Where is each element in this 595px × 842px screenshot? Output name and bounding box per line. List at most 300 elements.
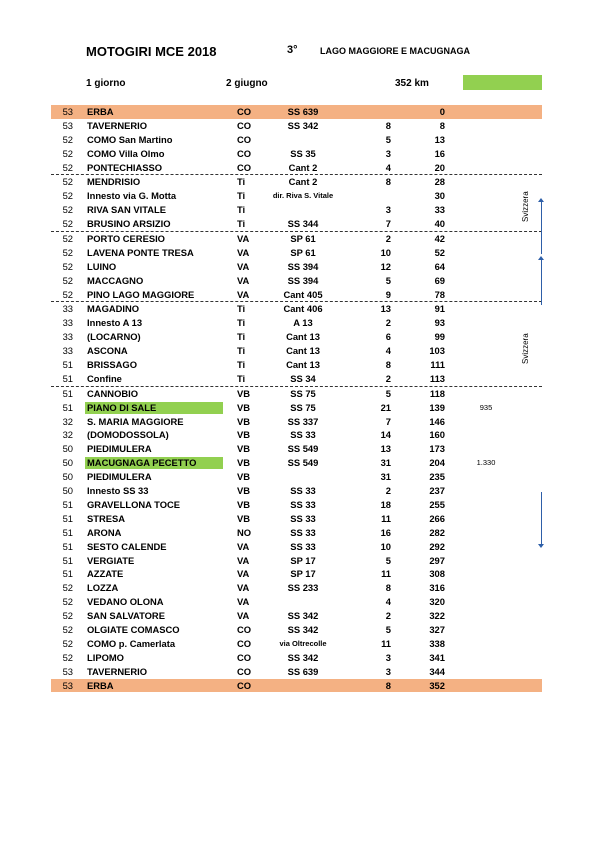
speed-cell: 52 [62, 246, 73, 258]
province-cell: CO [237, 161, 252, 173]
speed-cell: 52 [62, 176, 73, 188]
speed-cell: 33 [62, 303, 73, 315]
place-cell: VEDANO OLONA [87, 596, 164, 608]
total-km-cell: 139 [429, 401, 445, 413]
partial-km-cell: 4 [385, 161, 391, 173]
road-cell: Cant 13 [286, 331, 320, 343]
place-cell: VERGIATE [87, 554, 135, 566]
speed-cell: 52 [62, 190, 73, 202]
place-cell: PINO LAGO MAGGIORE [87, 288, 195, 300]
province-cell: VB [237, 401, 251, 413]
partial-km-cell: 31 [380, 457, 391, 469]
road-cell: SS 75 [290, 401, 316, 413]
table-row [51, 288, 542, 302]
partial-km-cell: 5 [385, 623, 391, 635]
province-cell: CO [237, 147, 252, 159]
document-title: MOTOGIRI MCE 2018 [86, 44, 217, 59]
partial-km-cell: 3 [385, 204, 391, 216]
table-row [51, 246, 542, 260]
partial-km-cell: 10 [380, 540, 391, 552]
table-row [51, 301, 542, 316]
partial-km-cell: 11 [381, 568, 391, 580]
partial-km-cell: 11 [381, 512, 391, 524]
partial-km-cell: 4 [385, 596, 391, 608]
total-km-cell: 0 [439, 106, 445, 117]
place-cell: COMO Villa Olmo [87, 147, 165, 159]
place-cell: LAVENA PONTE TRESA [87, 246, 194, 258]
road-cell: dir. Riva S. Vitale [272, 191, 334, 201]
table-row [51, 415, 542, 429]
province-cell: VA [237, 288, 250, 300]
road-cell: Cant 2 [288, 161, 318, 173]
date-label: 2 giugno [226, 78, 268, 89]
table-row [51, 274, 542, 288]
road-cell: SP 17 [290, 568, 316, 580]
table-row [51, 147, 542, 161]
partial-km-cell: 10 [380, 246, 391, 258]
place-cell: TAVERNERIO [87, 119, 148, 131]
total-km-cell: 40 [434, 218, 445, 230]
table-row [51, 105, 542, 119]
partial-km-cell: 5 [385, 274, 391, 286]
total-km-cell: 28 [434, 176, 445, 188]
partial-km-cell: 8 [385, 679, 391, 691]
province-cell: Ti [237, 218, 246, 230]
place-cell: PORTO CERESIO [87, 233, 165, 245]
place-cell: S. MARIA MAGGIORE [87, 415, 184, 427]
province-cell: Ti [237, 317, 246, 329]
arrow-down-icon [538, 544, 544, 548]
table-row [51, 161, 542, 175]
total-km-cell: 160 [429, 429, 445, 441]
total-km-cell: 204 [429, 457, 445, 469]
total-km-cell: 173 [429, 443, 445, 455]
table-row [51, 623, 542, 637]
partial-km-cell: 6 [385, 331, 391, 343]
total-km-cell: 320 [429, 596, 445, 608]
altitude-cell: 935 [479, 402, 493, 412]
speed-cell: 52 [62, 204, 73, 216]
province-cell: Ti [237, 176, 246, 188]
speed-cell: 50 [62, 485, 73, 497]
total-km-cell: 282 [429, 526, 445, 538]
total-km-cell: 237 [429, 485, 445, 497]
table-row [51, 512, 542, 526]
table-row [51, 330, 542, 344]
table-row [51, 540, 542, 554]
road-cell: Cant 406 [283, 303, 323, 315]
table-row [51, 567, 542, 581]
place-cell: LIPOMO [87, 651, 124, 663]
speed-cell: 50 [62, 471, 73, 483]
speed-cell: 32 [62, 429, 73, 441]
partial-km-cell: 14 [380, 429, 391, 441]
total-km-cell: 113 [429, 372, 445, 384]
total-km-cell: 111 [430, 359, 445, 371]
road-cell: SS 233 [287, 582, 319, 594]
road-cell: via Oltrecolle [279, 638, 327, 648]
speed-cell: 52 [62, 133, 73, 145]
speed-cell: 50 [62, 443, 73, 455]
table-row [51, 401, 542, 415]
province-cell: Ti [237, 190, 246, 202]
table-row [51, 442, 542, 456]
road-cell: SS 394 [287, 274, 319, 286]
province-cell: VA [237, 274, 250, 286]
partial-km-cell: 8 [385, 119, 391, 131]
place-cell: BRISSAGO [87, 359, 138, 371]
speed-cell: 52 [62, 623, 73, 635]
road-cell: SS 639 [287, 106, 319, 117]
province-cell: VA [237, 246, 250, 258]
table-row [51, 651, 542, 665]
road-cell: SS 639 [287, 665, 319, 677]
total-km-cell: 103 [429, 345, 445, 357]
road-cell: SP 61 [290, 233, 316, 245]
table-row [51, 456, 542, 470]
place-cell: TAVERNERIO [87, 665, 148, 677]
total-km-cell: 8 [439, 119, 445, 131]
province-cell: VA [237, 554, 250, 566]
partial-km-cell: 8 [385, 582, 391, 594]
partial-km-cell: 7 [385, 415, 391, 427]
speed-cell: 52 [62, 582, 73, 594]
total-km-cell: 316 [429, 582, 445, 594]
place-cell: Innesto via G. Motta [87, 190, 177, 202]
province-cell: CO [237, 665, 252, 677]
place-cell: Confine [87, 372, 122, 384]
partial-km-cell: 13 [380, 443, 391, 455]
total-km-cell: 69 [434, 274, 445, 286]
total-km-cell: 91 [434, 303, 445, 315]
total-km-cell: 13 [434, 133, 445, 145]
table-row [51, 358, 542, 372]
table-row [51, 554, 542, 568]
road-cell: SP 17 [290, 554, 316, 566]
total-km-cell: 99 [434, 331, 445, 343]
place-cell: SESTO CALENDE [87, 540, 167, 552]
total-km-cell: 42 [434, 233, 445, 245]
road-cell: SS 33 [290, 540, 316, 552]
partial-km-cell: 18 [380, 498, 391, 510]
speed-cell: 53 [62, 679, 73, 691]
total-km-cell: 322 [429, 610, 445, 622]
total-km-cell: 20 [434, 161, 445, 173]
header-green-swatch [463, 75, 542, 90]
total-km-cell: 146 [429, 415, 445, 427]
total-km-cell: 266 [429, 512, 445, 524]
place-cell: AZZATE [87, 568, 124, 580]
road-cell: SS 342 [287, 610, 319, 622]
total-km-cell: 93 [434, 317, 445, 329]
total-km-cell: 297 [429, 554, 445, 566]
place-cell: SAN SALVATORE [87, 610, 165, 622]
province-cell: Ti [237, 372, 246, 384]
partial-km-cell: 7 [385, 218, 391, 230]
road-cell: SS 342 [287, 119, 319, 131]
speed-cell: 52 [62, 161, 73, 173]
province-cell: VA [237, 568, 250, 580]
table-row [51, 526, 542, 540]
speed-cell: 51 [62, 554, 73, 566]
total-km-cell: 255 [429, 498, 445, 510]
speed-cell: 50 [62, 457, 73, 469]
province-cell: CO [237, 133, 252, 145]
road-cell: SS 337 [287, 415, 319, 427]
table-row [51, 119, 542, 133]
partial-km-cell: 3 [385, 665, 391, 677]
speed-cell: 52 [62, 147, 73, 159]
speed-cell: 51 [62, 568, 73, 580]
total-km-cell: 338 [429, 637, 445, 649]
province-cell: VB [237, 429, 251, 441]
partial-km-cell: 2 [385, 610, 391, 622]
speed-cell: 51 [62, 401, 73, 413]
total-km-cell: 64 [434, 260, 445, 272]
province-cell: CO [237, 623, 252, 635]
table-row [51, 484, 542, 498]
road-cell: SP 61 [290, 246, 316, 258]
place-cell: RIVA SAN VITALE [87, 204, 166, 216]
speed-cell: 51 [62, 498, 73, 510]
road-cell: SS 33 [290, 498, 316, 510]
province-cell: VA [237, 540, 250, 552]
table-row [51, 679, 542, 693]
total-km-cell: 308 [429, 568, 445, 580]
speed-cell: 53 [62, 106, 73, 117]
place-cell: Innesto SS 33 [87, 485, 149, 497]
place-cell: OLGIATE COMASCO [87, 623, 180, 635]
table-row [51, 344, 542, 358]
province-cell: VA [237, 260, 250, 272]
partial-km-cell: 2 [385, 233, 391, 245]
place-cell: (DOMODOSSOLA) [87, 429, 169, 441]
total-km-cell: 292 [429, 540, 445, 552]
bracket-line [541, 260, 542, 305]
province-cell: VB [237, 457, 251, 469]
province-cell: VA [237, 233, 250, 245]
side-label-svizzera-1: Svizzera [521, 191, 530, 222]
table-row [51, 470, 542, 484]
partial-km-cell: 13 [380, 303, 391, 315]
partial-km-cell: 3 [385, 147, 391, 159]
speed-cell: 52 [62, 233, 73, 245]
road-cell: Cant 13 [286, 345, 320, 357]
bracket-line [541, 492, 542, 544]
place-cell: ERBA [87, 106, 114, 117]
place-cell: MAGADINO [87, 303, 140, 315]
province-cell: VB [237, 471, 251, 483]
road-cell: SS 394 [287, 260, 319, 272]
road-cell: SS 344 [287, 218, 319, 230]
province-cell: Ti [237, 345, 246, 357]
province-cell: CO [237, 679, 252, 691]
partial-km-cell: 16 [380, 526, 391, 538]
road-cell: SS 549 [287, 457, 319, 469]
road-cell: Cant 13 [286, 359, 320, 371]
partial-km-cell: 5 [385, 554, 391, 566]
table-row [51, 203, 542, 217]
partial-km-cell: 3 [385, 651, 391, 663]
place-cell: STRESA [87, 512, 126, 524]
place-cell: BRUSINO ARSIZIO [87, 218, 171, 230]
total-km-cell: 341 [429, 651, 445, 663]
speed-cell: 52 [62, 288, 73, 300]
place-cell: Innesto A 13 [87, 317, 143, 329]
bracket-line [541, 202, 542, 254]
place-cell: LOZZA [87, 582, 119, 594]
partial-km-cell: 2 [385, 317, 391, 329]
total-km-cell: 352 [429, 679, 445, 691]
table-row [51, 217, 542, 231]
province-cell: Ti [237, 303, 246, 315]
road-cell: SS 549 [287, 443, 319, 455]
province-cell: VB [237, 415, 251, 427]
speed-cell: 52 [62, 274, 73, 286]
tour-number: 3° [287, 44, 298, 56]
partial-km-cell: 21 [380, 401, 391, 413]
partial-km-cell: 2 [385, 372, 391, 384]
province-cell: Ti [237, 204, 246, 216]
partial-km-cell: 8 [385, 359, 391, 371]
total-km-cell: 30 [434, 190, 445, 202]
place-cell: COMO p. Camerlata [87, 637, 176, 649]
partial-km-cell: 8 [385, 176, 391, 188]
table-row [51, 665, 542, 679]
place-cell: ERBA [87, 679, 114, 691]
itinerary-table [51, 105, 542, 692]
table-row [51, 595, 542, 609]
province-cell: CO [237, 119, 252, 131]
speed-cell: 51 [62, 387, 73, 399]
road-cell: SS 33 [290, 512, 316, 524]
road-cell: SS 33 [290, 526, 316, 538]
road-cell: SS 35 [290, 147, 316, 159]
road-cell: SS 33 [290, 485, 316, 497]
place-cell: CANNOBIO [87, 387, 139, 399]
total-km-cell: 78 [434, 288, 445, 300]
partial-km-cell: 4 [385, 345, 391, 357]
province-cell: VA [237, 596, 250, 608]
speed-cell: 33 [62, 345, 73, 357]
table-row [51, 189, 542, 203]
table-row [51, 637, 542, 651]
place-cell: ASCONA [87, 345, 128, 357]
table-row [51, 316, 542, 330]
province-cell: VA [237, 582, 250, 594]
road-cell: A 13 [293, 317, 313, 329]
partial-km-cell: 2 [385, 485, 391, 497]
speed-cell: 32 [62, 415, 73, 427]
place-cell: (LOCARNO) [87, 331, 141, 343]
total-km-cell: 118 [429, 387, 445, 399]
altitude-cell: 1.330 [476, 458, 496, 468]
place-cell: MACCAGNO [87, 274, 144, 286]
place-cell: PIEDIMULERA [87, 471, 152, 483]
speed-cell: 51 [62, 512, 73, 524]
province-cell: Ti [237, 331, 246, 343]
place-cell: MACUGNAGA PECETTO [87, 457, 197, 469]
speed-cell: 53 [62, 119, 73, 131]
total-km-cell: 33 [434, 204, 445, 216]
province-cell: Ti [237, 359, 246, 371]
province-cell: NO [237, 526, 252, 538]
road-cell: SS 33 [290, 429, 316, 441]
province-cell: VB [237, 387, 251, 399]
place-cell: COMO San Martino [87, 133, 173, 145]
speed-cell: 52 [62, 218, 73, 230]
speed-cell: 51 [62, 372, 73, 384]
total-km-cell: 235 [429, 471, 445, 483]
partial-km-cell: 11 [381, 637, 391, 649]
place-cell: PIEDIMULERA [87, 443, 152, 455]
table-row [51, 260, 542, 274]
partial-km-cell: 12 [380, 260, 391, 272]
province-cell: VA [237, 610, 250, 622]
partial-km-cell: 9 [385, 288, 391, 300]
partial-km-cell: 31 [380, 471, 391, 483]
province-cell: VB [237, 443, 251, 455]
speed-cell: 52 [62, 260, 73, 272]
table-row [51, 498, 542, 512]
partial-km-cell: 5 [385, 387, 391, 399]
partial-km-cell: 5 [385, 133, 391, 145]
place-cell: GRAVELLONA TOCE [87, 498, 181, 510]
table-row [51, 133, 542, 147]
speed-cell: 52 [62, 651, 73, 663]
road-cell: SS 75 [290, 387, 316, 399]
road-cell: SS 342 [287, 623, 319, 635]
road-cell: Cant 2 [288, 176, 318, 188]
total-km-cell: 344 [429, 665, 445, 677]
province-cell: CO [237, 651, 252, 663]
table-row [51, 386, 542, 401]
road-cell: Cant 405 [283, 288, 323, 300]
place-cell: PIANO DI SALE [87, 401, 157, 413]
place-cell: MENDRISIO [87, 176, 141, 188]
speed-cell: 52 [62, 637, 73, 649]
province-cell: VB [237, 485, 251, 497]
total-km-cell: 327 [429, 623, 445, 635]
table-row [51, 609, 542, 623]
table-row [51, 231, 542, 246]
place-cell: LUINO [87, 260, 117, 272]
province-cell: CO [237, 637, 252, 649]
speed-cell: 51 [62, 526, 73, 538]
speed-cell: 51 [62, 359, 73, 371]
document-subtitle: LAGO MAGGIORE E MACUGNAGA [320, 46, 470, 56]
table-row [51, 372, 542, 386]
province-cell: VB [237, 512, 251, 524]
speed-cell: 52 [62, 610, 73, 622]
side-label-svizzera-2: Svizzera [521, 333, 530, 364]
total-distance: 352 km [395, 78, 429, 89]
province-cell: CO [237, 106, 252, 117]
table-row [51, 174, 542, 189]
road-cell: SS 342 [287, 651, 319, 663]
table-row [51, 428, 542, 442]
speed-cell: 53 [62, 665, 73, 677]
table-row [51, 581, 542, 595]
speed-cell: 52 [62, 596, 73, 608]
place-cell: ARONA [87, 526, 122, 538]
day-label: 1 giorno [86, 78, 126, 89]
total-km-cell: 52 [434, 246, 445, 258]
speed-cell: 33 [62, 317, 73, 329]
place-cell: PONTECHIASSO [87, 161, 163, 173]
road-cell: SS 34 [290, 372, 316, 384]
speed-cell: 33 [62, 331, 73, 343]
